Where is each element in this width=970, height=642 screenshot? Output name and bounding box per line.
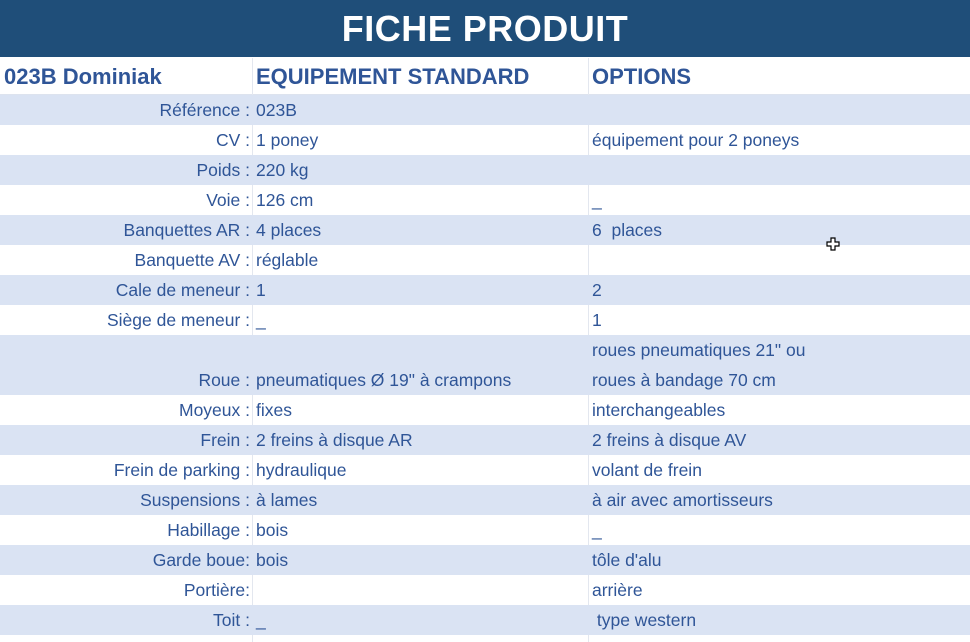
option-cell[interactable]: roues pneumatiques 21" ou xyxy=(592,340,806,360)
option-cell[interactable]: _ xyxy=(592,520,602,540)
option-cell[interactable]: tôle d'alu xyxy=(592,550,662,570)
product-name-header[interactable]: 023B Dominiak xyxy=(4,64,162,89)
option-cell[interactable]: _ xyxy=(592,190,602,210)
row-label[interactable]: Banquette AV : xyxy=(134,250,250,270)
table-row xyxy=(0,455,970,485)
table-row xyxy=(0,125,970,155)
table-row xyxy=(0,215,970,245)
standard-cell[interactable]: pneumatiques Ø 19" à crampons xyxy=(256,370,512,390)
table-row xyxy=(0,275,970,305)
standard-cell[interactable]: 2 freins à disque AR xyxy=(256,430,413,450)
standard-cell[interactable]: 220 kg xyxy=(256,160,309,180)
standard-cell[interactable]: 126 cm xyxy=(256,190,314,210)
table-row xyxy=(0,515,970,545)
row-label[interactable]: CV : xyxy=(215,130,250,150)
table-row xyxy=(0,545,970,575)
table-row xyxy=(0,425,970,455)
table-row xyxy=(0,605,970,635)
row-label[interactable]: Suspensions : xyxy=(140,490,250,510)
option-cell[interactable]: type western xyxy=(592,610,697,630)
move-cursor-icon xyxy=(826,237,840,251)
standard-cell[interactable]: bois xyxy=(256,550,289,570)
table-row xyxy=(0,485,970,515)
option-cell-line-2[interactable]: roues à bandage 70 cm xyxy=(592,370,776,390)
options-header[interactable]: OPTIONS xyxy=(592,64,692,89)
table-row xyxy=(0,95,970,125)
row-label[interactable]: Référence : xyxy=(159,100,250,120)
row-label[interactable]: Garde boue: xyxy=(152,550,250,570)
standard-cell[interactable]: hydraulique xyxy=(256,460,347,480)
row-label[interactable]: Portière: xyxy=(183,580,250,600)
table-row xyxy=(0,575,970,605)
spec-table xyxy=(0,95,970,635)
row-label[interactable]: Cale de meneur : xyxy=(115,280,250,300)
column-header-row xyxy=(0,58,970,95)
row-label[interactable]: Poids : xyxy=(196,160,250,180)
option-cell[interactable]: 2 freins à disque AV xyxy=(592,430,747,450)
row-label[interactable]: Banquettes AR : xyxy=(123,220,250,240)
row-label[interactable]: Voie : xyxy=(206,190,250,210)
option-cell[interactable]: arrière xyxy=(592,580,643,600)
option-cell[interactable]: équipement pour 2 poneys xyxy=(592,130,800,150)
standard-cell[interactable]: bois xyxy=(256,520,289,540)
table-row xyxy=(0,305,970,335)
standard-cell[interactable]: 1 xyxy=(256,280,266,300)
row-label[interactable]: Frein : xyxy=(200,430,250,450)
standard-cell[interactable]: fixes xyxy=(256,400,292,420)
option-cell[interactable]: 6 places xyxy=(592,220,663,240)
row-label[interactable]: Moyeux : xyxy=(179,400,250,420)
option-cell[interactable]: interchangeables xyxy=(592,400,726,420)
sheet-title: FICHE PRODUIT xyxy=(0,0,970,57)
option-cell[interactable]: 1 xyxy=(592,310,602,330)
standard-cell[interactable]: réglable xyxy=(256,250,319,270)
option-cell[interactable]: volant de frein xyxy=(592,460,702,480)
standard-cell[interactable]: 1 poney xyxy=(256,130,319,150)
row-label[interactable]: Frein de parking : xyxy=(113,460,250,480)
table-row xyxy=(0,185,970,215)
row-label[interactable]: Toit : xyxy=(213,610,250,630)
table-row xyxy=(0,335,970,395)
option-cell[interactable]: 2 xyxy=(592,280,602,300)
option-cell[interactable]: à air avec amortisseurs xyxy=(592,490,773,510)
standard-cell[interactable]: 023B xyxy=(256,100,297,120)
table-row xyxy=(0,245,970,275)
table-row xyxy=(0,395,970,425)
standard-cell[interactable]: _ xyxy=(256,610,266,630)
standard-equipment-header[interactable]: EQUIPEMENT STANDARD xyxy=(256,64,530,89)
standard-cell[interactable]: à lames xyxy=(256,490,318,510)
row-label[interactable]: Roue : xyxy=(198,370,250,390)
standard-cell[interactable]: 4 places xyxy=(256,220,322,240)
standard-cell[interactable]: _ xyxy=(256,310,266,330)
table-row xyxy=(0,155,970,185)
row-label[interactable]: Siège de meneur : xyxy=(106,310,250,330)
row-label[interactable]: Habillage : xyxy=(167,520,250,540)
